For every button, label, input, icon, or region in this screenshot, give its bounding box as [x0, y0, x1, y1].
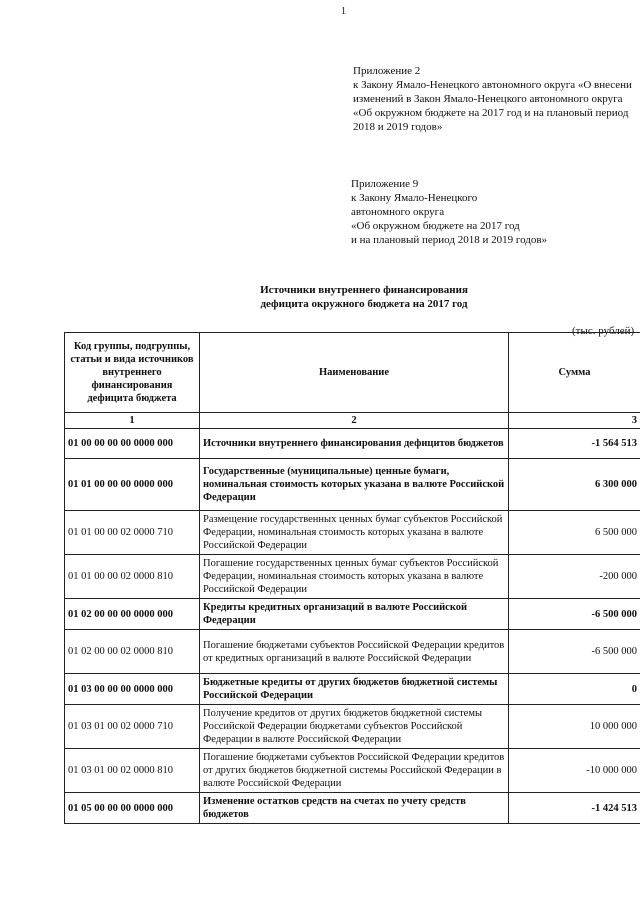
row-name: Изменение остатков средств на счетах по учету средств бюджетов: [200, 793, 509, 824]
appendix-2-line: изменений в Закон Ямало-Ненецкого автономного округа: [353, 93, 623, 105]
row-amount: 6 300 000: [509, 459, 640, 511]
row-amount: -10 000 000: [509, 749, 640, 793]
table-row: [65, 429, 640, 459]
appendix-9-heading: [351, 177, 547, 247]
row-amount: -200 000: [509, 555, 640, 599]
table-row: [65, 674, 640, 705]
row-name: Размещение государственных ценных бумаг субъектов Российской Федерации, номинальная стоимость которых указана в валюте Российской Федерации: [200, 511, 509, 555]
column-number: 1: [65, 413, 200, 429]
table-row: [65, 749, 640, 793]
header-amount: Сумма: [509, 333, 640, 413]
table-row: [65, 555, 640, 599]
header-name: Наименование: [200, 333, 509, 413]
row-code: 01 03 01 00 02 0000 810: [65, 749, 200, 793]
row-name: Государственные (муниципальные) ценные бумаги, номинальная стоимость которых указана в валюте Российской Федерации: [200, 459, 509, 511]
financing-sources-table: [64, 332, 640, 824]
row-name: Погашение бюджетами субъектов Российской Федерации кредитов от кредитных организаций в валюте Российской Федерации: [200, 630, 509, 674]
column-number: 3: [509, 413, 640, 429]
row-name: Получение кредитов от других бюджетов бюджетной системы Российской Федерации бюджетами субъектов Российской Федерации в валюте Российской Федерации: [200, 705, 509, 749]
appendix-2-line: «Об окружном бюджете на 2017 год и на плановый период: [353, 107, 629, 119]
appendix-9-line: к Закону Ямало-Ненецкого: [351, 192, 478, 204]
row-amount: -1 424 513: [509, 793, 640, 824]
row-amount: -1 564 513: [509, 429, 640, 459]
table-row: [65, 599, 640, 630]
row-name: Источники внутреннего финансирования дефицитов бюджетов: [200, 429, 509, 459]
table-row: [65, 630, 640, 674]
row-code: 01 01 00 00 02 0000 810: [65, 555, 200, 599]
row-amount: 10 000 000: [509, 705, 640, 749]
units-label: (тыс. рублей): [572, 325, 635, 337]
page-number: 1: [341, 6, 346, 17]
row-name: Кредиты кредитных организаций в валюте Российской Федерации: [200, 599, 509, 630]
table-row: [65, 705, 640, 749]
appendix-2-heading: [353, 64, 632, 134]
row-amount: 6 500 000: [509, 511, 640, 555]
table-header-row: [65, 333, 640, 413]
table-numbering-row: [65, 413, 640, 429]
table-body: [65, 429, 640, 824]
appendix-9-line: Приложение 9: [351, 178, 419, 190]
appendix-9-line: «Об окружном бюджете на 2017 год: [351, 220, 520, 232]
row-code: 01 03 01 00 02 0000 710: [65, 705, 200, 749]
row-code: 01 01 00 00 00 0000 000: [65, 459, 200, 511]
appendix-2-line: 2018 и 2019 годов»: [353, 121, 443, 133]
row-amount: -6 500 000: [509, 630, 640, 674]
header-code: Код группы, подгруппы, статьи и вида источников внутреннего финансирования дефицита бюджета: [65, 333, 200, 413]
row-code: 01 03 00 00 00 0000 000: [65, 674, 200, 705]
row-amount: -6 500 000: [509, 599, 640, 630]
column-number: 2: [200, 413, 509, 429]
row-name: Бюджетные кредиты от других бюджетов бюджетной системы Российской Федерации: [200, 674, 509, 705]
appendix-9-line: автономного округа: [351, 206, 445, 218]
row-code: 01 02 00 00 00 0000 000: [65, 599, 200, 630]
table-row: [65, 793, 640, 824]
document-title: Источники внутреннего финансирования дефицита окружного бюджета на 2017 год: [260, 284, 468, 310]
row-code: 01 05 00 00 00 0000 000: [65, 793, 200, 824]
row-code: 01 02 00 00 02 0000 810: [65, 630, 200, 674]
table-row: [65, 459, 640, 511]
appendix-9-line: и на плановый период 2018 и 2019 годов»: [351, 234, 548, 246]
row-name: Погашение государственных ценных бумаг субъектов Российской Федерации, номинальная стоимость которых указана в валюте Российской Федерации: [200, 555, 509, 599]
row-name: Погашение бюджетами субъектов Российской Федерации кредитов от других бюджетов бюджетной системы Российской Федерации в валюте Российской Федерации: [200, 749, 509, 793]
appendix-2-line: Приложение 2: [353, 65, 421, 77]
row-amount: 0: [509, 674, 640, 705]
row-code: 01 01 00 00 02 0000 710: [65, 511, 200, 555]
appendix-2-line: к Закону Ямало-Ненецкого автономного округа «О внесени: [353, 79, 632, 91]
table-row: [65, 511, 640, 555]
row-code: 01 00 00 00 00 0000 000: [65, 429, 200, 459]
